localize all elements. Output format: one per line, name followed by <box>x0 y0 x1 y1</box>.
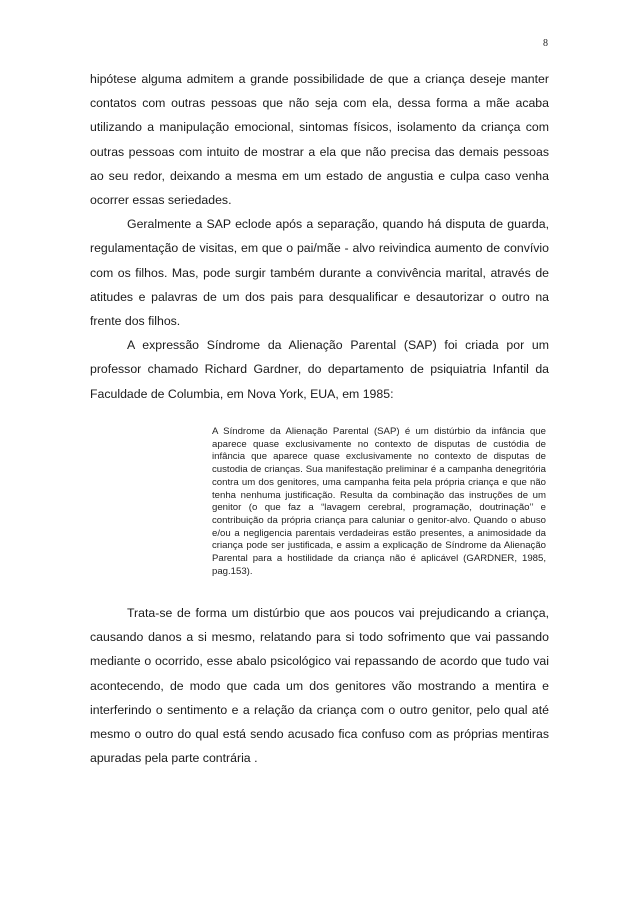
block-quote <box>212 426 546 578</box>
body-text-top <box>90 67 549 406</box>
body-text-bottom <box>90 601 549 770</box>
paragraph-sap-onset: Geralmente a SAP eclode após a separação, quando há disputa de guarda, regulamentação de visitas, em que o pai/mãe - alvo reivindica aumento de convívio com os filhos. Mas, pode surgir também durante a convivência marital, através de atitudes e palavras de um dos pais para desqualificar e desautorizar o outro na frente dos filhos. <box>90 217 549 329</box>
paragraph-sap-origin: A expressão Síndrome da Alienação Parental (SAP) foi criada por um professor chamado Richard Gardner, do departamento de psiquiatria Infantil da Faculdade de Columbia, em Nova York, EUA, em 1985: <box>90 338 549 401</box>
paragraph-continuation: hipótese alguma admitem a grande possibilidade de que a criança deseje manter contatos com outras pessoas que não seja com ela, dessa forma a mãe acaba utilizando a manipulação emocional, sintomas físicos, isolamento da criança com outras pessoas com intuito de mostrar a ela que não precisa das demais pessoas ao seu redor, deixando a mesma em um estado de angustia e culpa caso venha ocorrer essas seriedades. <box>90 72 549 208</box>
paragraph-disorder-effects: Trata-se de forma um distúrbio que aos poucos vai prejudicando a criança, causando danos a si mesmo, relatando para si todo sofrimento que vai passando mediante o ocorrido, esse abalo psicológico vai repassando de acordo que tudo vai acontecendo, de modo que cada um dos genitores vão mostrando a mentira e interferindo o sentimento e a relação da criança com o outro genitor, pelo qual até mesmo o outro do qual está sendo acusado fica confuso com as próprias mentiras apuradas pela parte contrária . <box>90 606 549 766</box>
block-quote-text: A Síndrome da Alienação Parental (SAP) é um distúrbio da infância que aparece quase exclusivamente no contexto de disputas de custódia de infância que aparece quase exclusivamente no contexto de disputas de custodia de crianças. Sua manifestação preliminar é a campanha denegritória contra um dos genitores, uma campanha feita pela própria criança e que não tenha nenhuma justificação. Resulta da combinação das instruções de um genitor (o que faz a “lavagem cerebral, programação, doutrinação’’ e contribuição da própria criança para caluniar o genitor-alvo. Quando o abuso e/ou a negligencia parentais verdadeiras estão presentes, a animosidade da criança pode ser justificada, e assim a explicação de Síndrome da Alienação Parental para a hostilidade da criança não é aplicável (GARDNER, 1985, pag.153). <box>212 426 546 577</box>
page-number: 8 <box>543 38 548 49</box>
